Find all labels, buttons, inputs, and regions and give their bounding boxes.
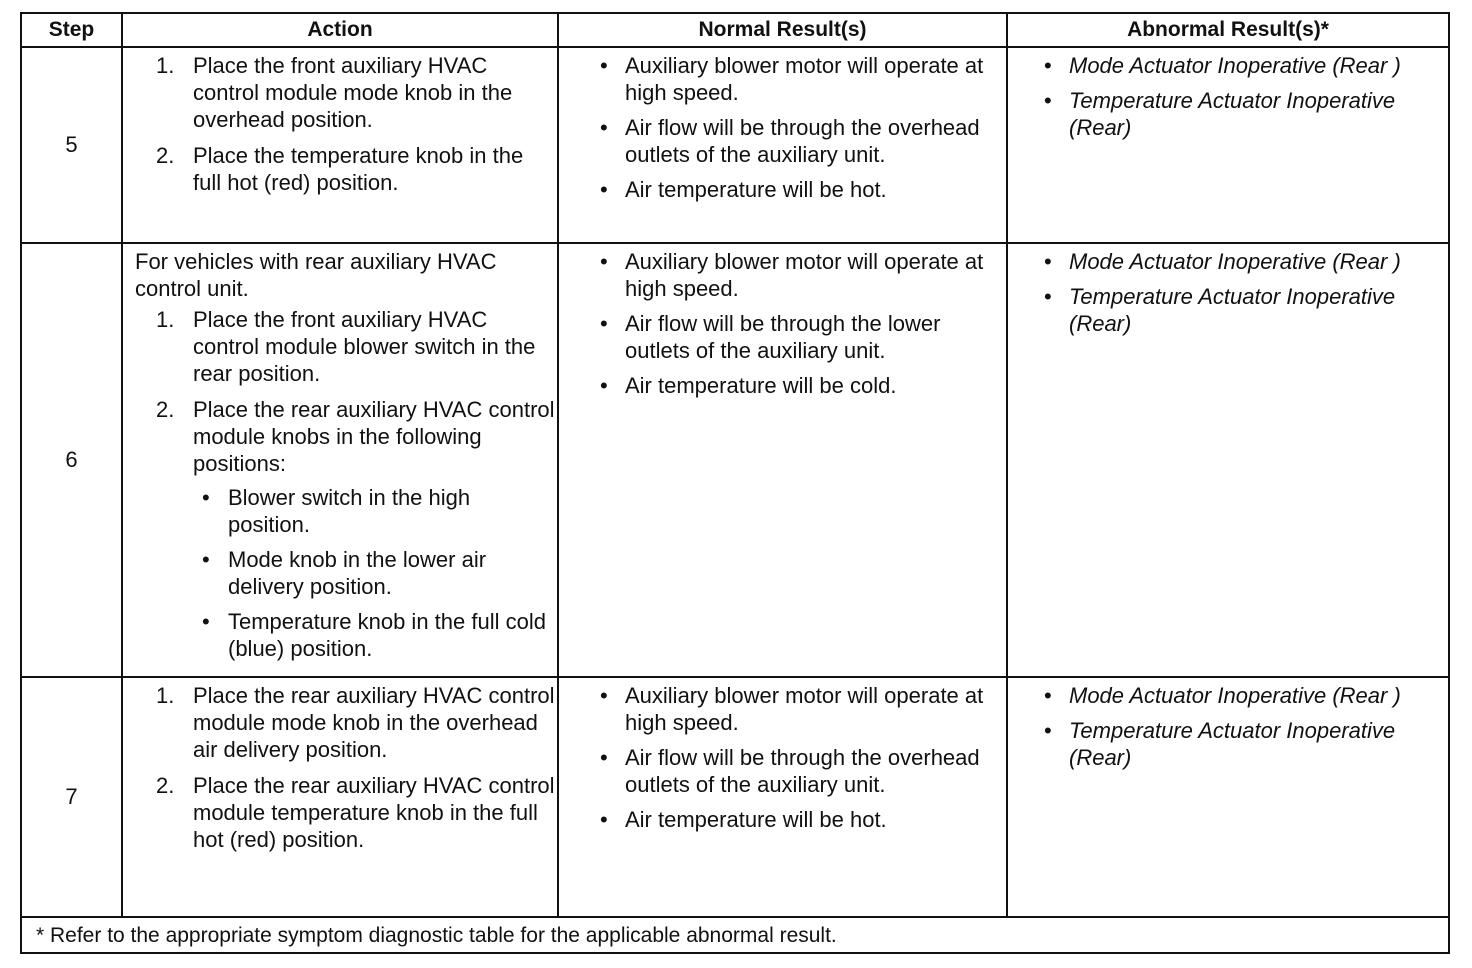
normal-results-list [559, 52, 1006, 203]
action-substep: • Blower switch in the high position. [193, 484, 557, 538]
action-step [123, 772, 557, 853]
abnormal-results-cell [1007, 243, 1449, 677]
table-row [21, 47, 1449, 243]
action-steps-list [123, 52, 557, 196]
action-step [123, 682, 557, 763]
action-step [123, 396, 557, 662]
normal-results-cell [558, 677, 1007, 917]
abnormal-results-list [1008, 248, 1448, 337]
action-step-number: 1. [156, 683, 175, 708]
step-number: 5 [21, 47, 122, 243]
normal-result: • Auxiliary blower motor will operate at high speed. [559, 52, 1006, 106]
normal-results-list [559, 248, 1006, 399]
action-step [123, 306, 557, 387]
normal-result: • Air temperature will be hot. [559, 806, 1006, 833]
header-step: Step [21, 13, 122, 47]
action-step-text: Place the front auxiliary HVAC control module mode knob in the overhead position. [193, 53, 513, 132]
diagnostic-table-container [20, 12, 1448, 954]
action-substep: • Mode knob in the lower air delivery position. [193, 546, 557, 600]
abnormal-results-cell [1007, 47, 1449, 243]
action-step-number: 1. [156, 53, 175, 78]
normal-result: • Auxiliary blower motor will operate at high speed. [559, 682, 1006, 736]
normal-results-list [559, 682, 1006, 833]
footnote-row [21, 917, 1449, 953]
abnormal-result: • Mode Actuator Inoperative (Rear ) [1008, 52, 1448, 79]
diagnostic-table [20, 12, 1450, 954]
header-action: Action [122, 13, 558, 47]
normal-result: • Air temperature will be cold. [559, 372, 1006, 399]
header-abnormal-results: Abnormal Result(s)* [1007, 13, 1449, 47]
action-step-text: Place the temperature knob in the full hot (red) position. [193, 143, 524, 195]
header-normal-results: Normal Result(s) [558, 13, 1007, 47]
abnormal-results-list [1008, 52, 1448, 141]
action-cell [122, 47, 558, 243]
action-substep: • Temperature knob in the full cold (blue) position. [193, 608, 557, 662]
action-step-text: Place the rear auxiliary HVAC control module temperature knob in the full hot (red) position. [193, 773, 555, 852]
action-step [123, 52, 557, 133]
normal-result: • Air flow will be through the lower outlets of the auxiliary unit. [559, 310, 1006, 364]
abnormal-results-list [1008, 682, 1448, 771]
step-number: 6 [21, 243, 122, 677]
action-cell [122, 243, 558, 677]
action-intro: For vehicles with rear auxiliary HVAC control unit. [135, 249, 497, 301]
step-number: 7 [21, 677, 122, 917]
normal-result: • Air flow will be through the overhead outlets of the auxiliary unit. [559, 744, 1006, 798]
action-step-number: 1. [156, 307, 175, 332]
action-substeps-list [193, 484, 557, 662]
action-step-number: 2. [156, 773, 175, 798]
header-row [21, 13, 1449, 47]
action-steps-list [123, 306, 557, 662]
action-step [123, 142, 557, 196]
normal-result: • Auxiliary blower motor will operate at high speed. [559, 248, 1006, 302]
normal-result: • Air flow will be through the overhead outlets of the auxiliary unit. [559, 114, 1006, 168]
action-step-number: 2. [156, 143, 175, 168]
abnormal-results-cell [1007, 677, 1449, 917]
action-steps-list [123, 682, 557, 853]
action-step-text: Place the rear auxiliary HVAC control module mode knob in the overhead air delivery position. [193, 683, 555, 762]
action-step-text: Place the front auxiliary HVAC control module blower switch in the rear position. [193, 307, 536, 386]
footnote: * Refer to the appropriate symptom diagnostic table for the applicable abnormal result. [21, 917, 1449, 953]
abnormal-result: • Temperature Actuator Inoperative (Rear) [1008, 717, 1448, 771]
abnormal-result: • Mode Actuator Inoperative (Rear ) [1008, 248, 1448, 275]
normal-result: • Air temperature will be hot. [559, 176, 1006, 203]
action-step-number: 2. [156, 397, 175, 422]
normal-results-cell [558, 243, 1007, 677]
abnormal-result: • Temperature Actuator Inoperative (Rear) [1008, 87, 1448, 141]
table-row [21, 243, 1449, 677]
abnormal-result: • Mode Actuator Inoperative (Rear ) [1008, 682, 1448, 709]
action-step-text: Place the rear auxiliary HVAC control module knobs in the following positions: [193, 397, 555, 476]
table-row [21, 677, 1449, 917]
abnormal-result: • Temperature Actuator Inoperative (Rear) [1008, 283, 1448, 337]
normal-results-cell [558, 47, 1007, 243]
action-cell [122, 677, 558, 917]
